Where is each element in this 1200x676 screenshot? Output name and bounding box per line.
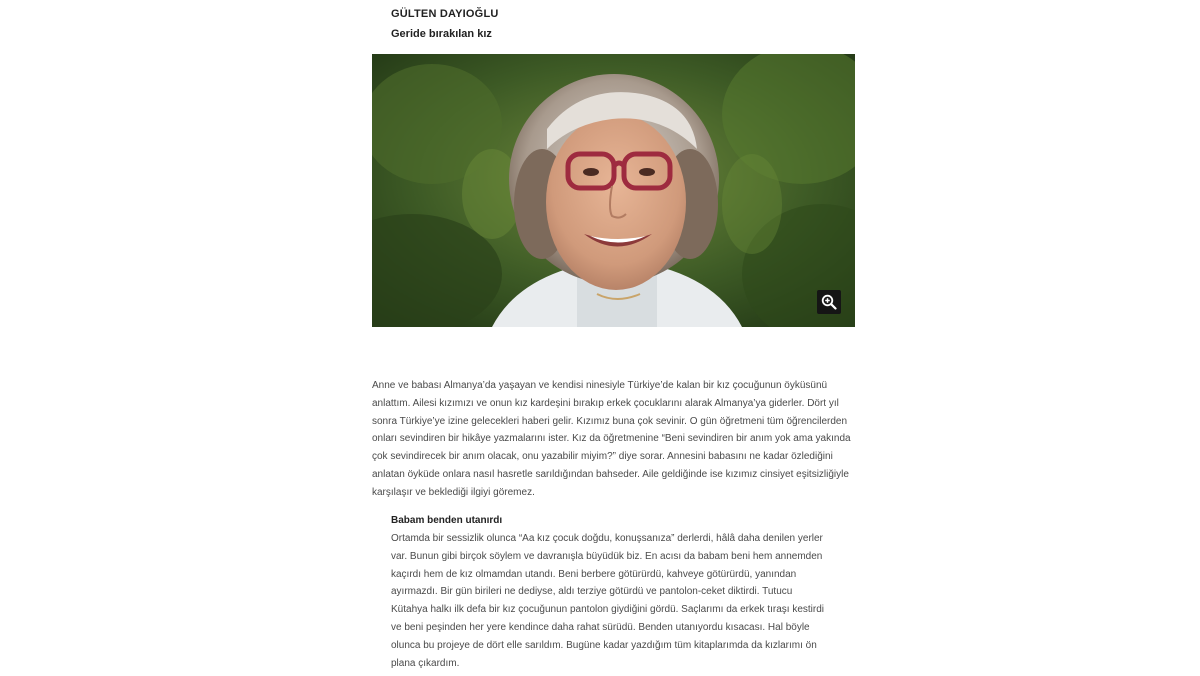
article-header	[391, 7, 851, 42]
section-heading: Babam benden utanırdı	[391, 515, 503, 526]
intro-paragraph: Anne ve babası Almanya’da yaşayan ve kendisi ninesiyle Türkiye’de kalan bir kız çocuğunun öyküsünü anlattım. Ailesi kızımızı ve onun kız kardeşini bırakıp erkek çocuklarını alarak Almanya’ya giderler. Dört yıl sonra Türkiye’ye izine gelecekleri haberi gelir. Kızımız buna çok sevinir. O gün öğretmeni tüm öğrencilerden onları sevindiren bir hikâye yazmalarını ister. Kız da öğretmenine “Beni sevindiren bir anım yok ama yakında çok sevindirecek bir anım olacak, onu yazabilir miyim?” diye sorar. Annesini babasını ne kadar özlediğini anlatan öyküde onlara nasıl hasretle sarıldığından bahseder. Aile geldiğinde ise kızımız cinsiyet eşitsizliğiyle karşılaşır ve beklediği ilgiyi göremez.	[372, 380, 851, 498]
quote-section	[391, 514, 831, 672]
section-paragraph: Ortamda bir sessizlik olunca “Aa kız çocuk doğdu, konuşsanıza” derlerdi, hâlâ daha denilen yerler var. Bunun gibi birçok söylem ve davranışla büyüdük biz. En acısı da babam beni hem annemden kaçırdı hem de kız olmamdan utandı. Beni berbere götürürdü, kahveye götürürdü, yanından ayırmazdı. Bir gün birileri ne dediyse, aldı terziye götürdü ve pantolon-ceket diktirdi. Tutucu Kütahya halkı ilk defa bir kız çocuğunun pantolon giydiğini gördü. Saçlarımı da erkek tıraşı kestirdi ve beni peşinden her yere kendince daha rahat sürüdü. Benden utanıyordu kısacası. Hal böyle olunca bu projeye de dört elle sarıldım. Bugüne kadar yazdığım tüm kitaplarımda da kızlarımı ön plana çıkardım.	[391, 533, 825, 669]
portrait-image	[372, 54, 855, 327]
article-subtitle: Geride bırakılan kız	[391, 28, 492, 40]
zoom-in-icon	[821, 294, 837, 310]
author-name: GÜLTEN DAYIOĞLU	[391, 8, 499, 20]
zoom-button[interactable]	[817, 290, 841, 314]
author-photo[interactable]	[372, 54, 855, 327]
